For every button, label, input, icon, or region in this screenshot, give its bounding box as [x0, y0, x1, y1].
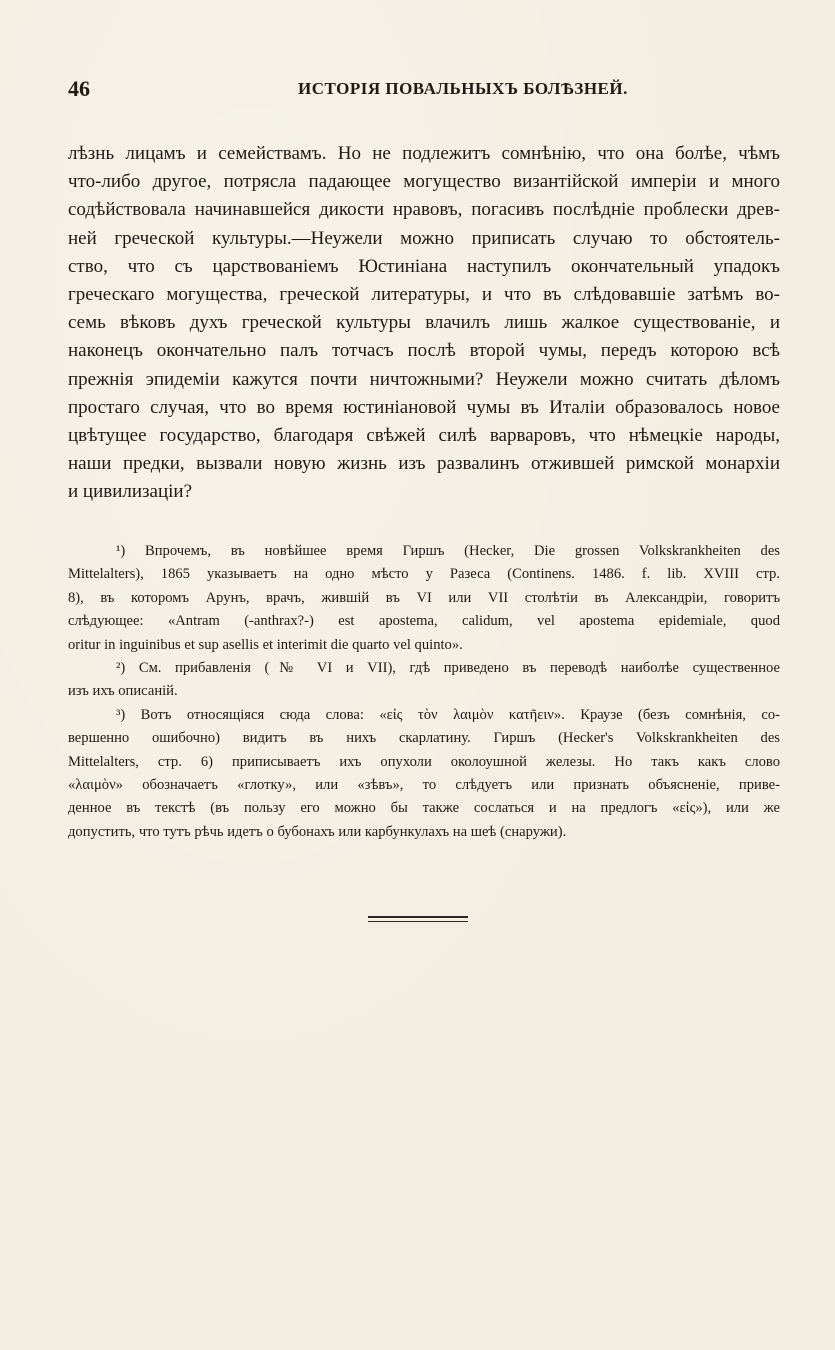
footnote-line: oritur in inguinibus et sup asellis et interimit die quarto vel quinto». — [68, 636, 463, 653]
text-line: содѣйствовала начинавшейся дикости нравовъ, погасивъ послѣдніе проблески древ- — [68, 199, 780, 221]
footnote-line: 8), въ которомъ Арунъ, врачъ, жившій въ VI или VII столѣтіи въ Александріи, говоритъ — [68, 589, 780, 606]
text-line: наконецъ окончательно палъ тотчасъ послѣ второй чумы, передъ которою всѣ — [68, 340, 780, 362]
footnote-line: слѣдующее: «Antram (-anthrax?-) est apostema, calidum, vel apostema epidemiale, quod — [68, 613, 780, 630]
text-line: простаго случая, что во время юстиніановой чумы въ Италіи образовалось новое — [68, 396, 780, 418]
text-line: ней греческой культуры.—Неужели можно приписать случаю то обстоятель- — [68, 227, 780, 249]
page-number: 46 — [68, 76, 90, 101]
text-line: греческаго могущества, греческой литературы, и что въ слѣдовавшіе затѣмъ во- — [68, 283, 780, 305]
text-line: ство, что съ царствованіемъ Юстиніана наступилъ окончательный упадокъ — [68, 255, 780, 277]
footnote-line: Mittelalters, стр. 6) приписываетъ ихъ опухоли околоушной железы. Но такъ какъ слово — [68, 753, 780, 770]
footnote-line: допустить, что тутъ рѣчь идетъ о бубонахъ или карбункулахъ на шеѣ (снаружи). — [68, 823, 567, 840]
footnote-line: ¹) Впрочемъ, въ новѣйшее время Гиршъ (Hecker, Die grossen Volkskrankheiten des — [116, 543, 780, 559]
text-line: что-либо другое, потрясла падающее могущество византійской имперіи и много — [68, 171, 780, 193]
footnote-line: ³) Вотъ относящіяся сюда слова: «εἰς τὸν λαιμὸν κατῆειν». Краузе (безъ сомнѣнія, со- — [116, 706, 780, 723]
footnote-line: ²) См. прибавленія (№ VI и VII), гдѣ приведено въ переводѣ наиболѣе существенное — [116, 659, 780, 676]
text-line: цвѣтущее государство, благодаря свѣжей силѣ варваровъ, что нѣмецкіе народы, — [68, 424, 780, 446]
footnote-line: денное въ текстѣ (въ пользу его можно бы также сослаться и на предлогъ «εἰς»), или же — [68, 800, 780, 817]
footnotes-block — [68, 540, 780, 844]
footnote-line: изъ ихъ описаній. — [68, 683, 178, 700]
main-text-block — [68, 140, 780, 506]
text-line: лѣзнь лицамъ и семействамъ. Но не подлежитъ сомнѣнію, что она болѣе, чѣмъ — [68, 143, 780, 164]
end-rule-thin — [368, 921, 468, 922]
footnote-line: «λαιμὸν» обозначаетъ «глотку», или «зѣвъ», то слѣдуетъ или признать объясненіе, приве- — [68, 776, 780, 793]
end-rule — [368, 916, 468, 918]
text-line: прежнія эпидеміи кажутся почти ничтожными? Неужели можно считать дѣломъ — [68, 368, 780, 390]
footnote-line: Mittelalters), 1865 указываетъ на одно мѣсто у Разеса (Continens. 1486. f. lib. XVIII стр. — [68, 566, 780, 583]
page-header — [68, 76, 768, 106]
footnote-line: вершенно ошибочно) видитъ въ нихъ скарлатину. Гиршъ (Hecker's Volkskrankheiten des — [68, 730, 780, 747]
text-line: и цивилизаціи? — [68, 481, 193, 503]
running-title: ИСТОРІЯ ПОВАЛЬНЫХЪ БОЛѢЗНЕЙ. — [298, 79, 628, 98]
text-line: наши предки, вызвали новую жизнь изъ развалинъ отжившей римской монархіи — [68, 453, 780, 475]
text-line: семь вѣковъ духъ греческой культуры влачилъ лишь жалкое существованіе, и — [68, 312, 780, 334]
